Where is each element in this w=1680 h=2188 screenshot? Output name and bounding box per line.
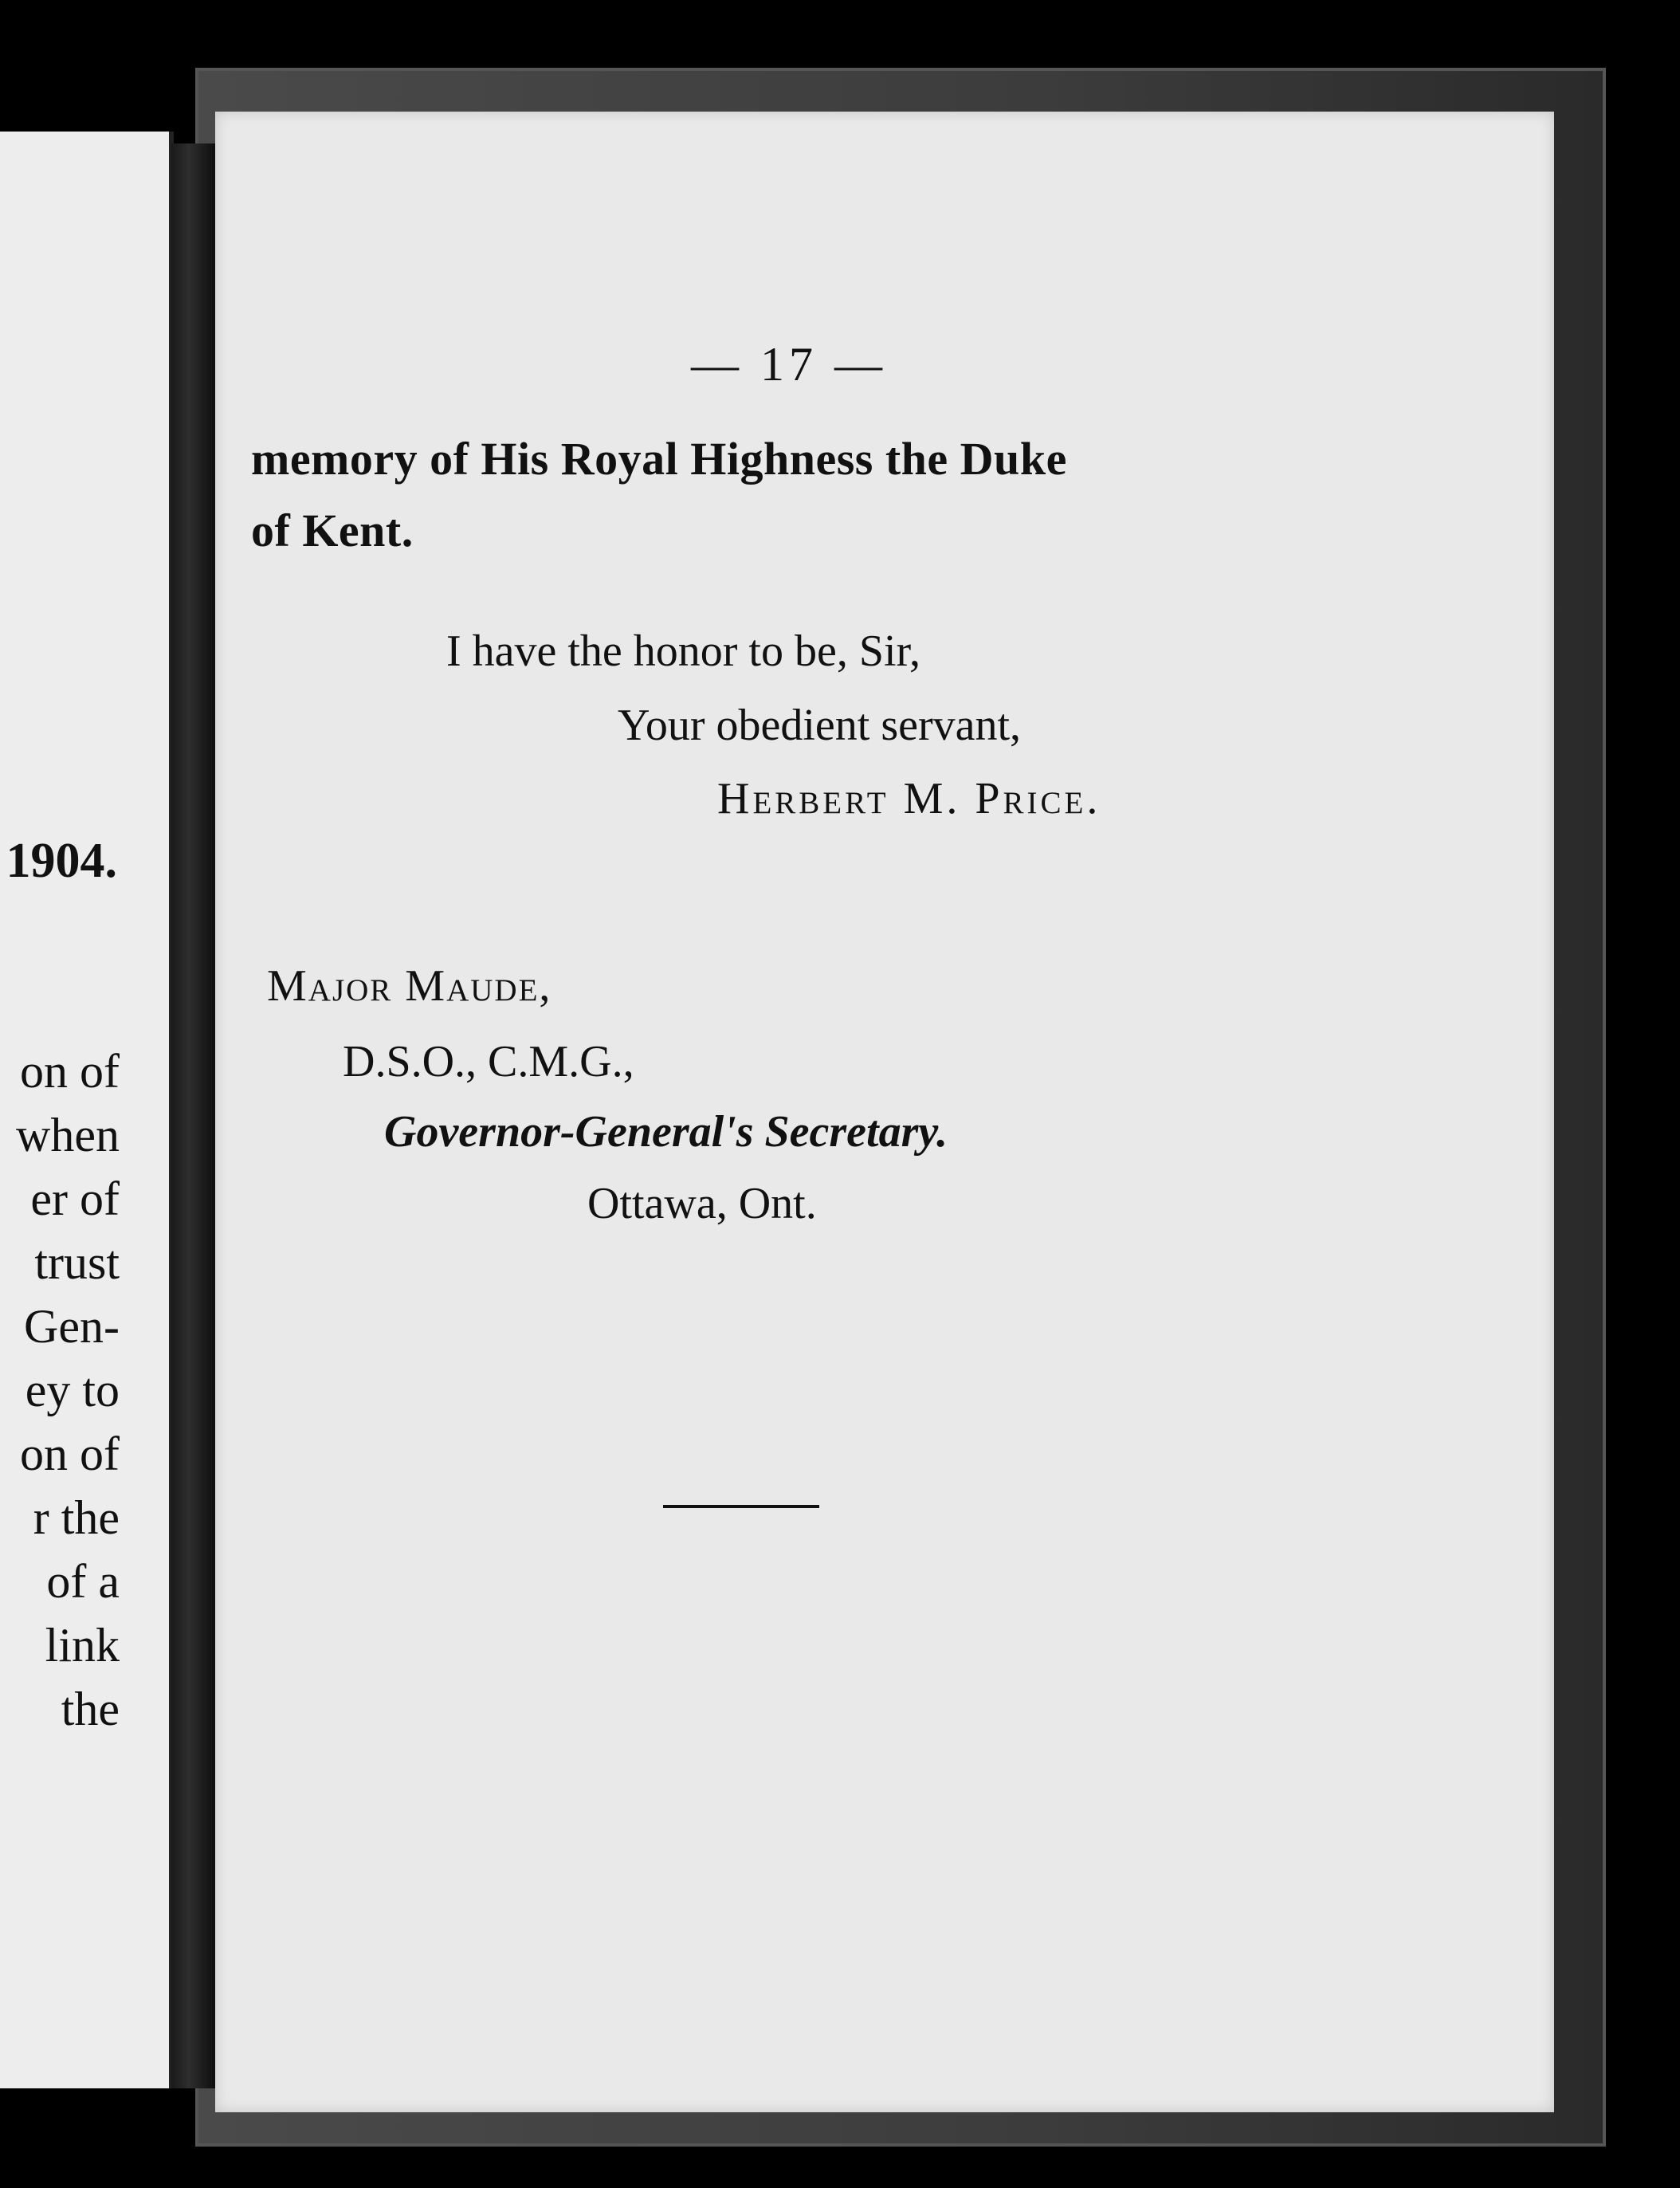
closing-servant: Your obedient servant,: [618, 701, 1022, 750]
text-fragment: on of: [20, 1428, 120, 1480]
text-fragment: when: [16, 1109, 120, 1161]
year-fragment: 1904.: [6, 834, 117, 888]
text-fragment: link: [45, 1619, 120, 1671]
signature: Herbert M. Price.: [717, 774, 1101, 823]
book-page: [215, 112, 1554, 2112]
addressee-location: Ottawa, Ont.: [587, 1179, 817, 1228]
addressee-name: Major Maude,: [267, 961, 552, 1011]
previous-page: [0, 132, 174, 2088]
text-fragment: trust: [34, 1236, 120, 1289]
text-fragment: ey to: [25, 1364, 120, 1416]
section-rule: [663, 1505, 819, 1508]
addressee-honors: D.S.O., C.M.G.,: [343, 1037, 634, 1086]
closing-honor: I have the honor to be, Sir,: [446, 627, 920, 676]
text-fragment: er of: [30, 1173, 120, 1225]
body-line: memory of His Royal Highness the Duke: [251, 433, 1067, 485]
text-fragment: Gen-: [24, 1300, 120, 1353]
text-fragment: on of: [20, 1045, 120, 1098]
text-fragment: of a: [46, 1555, 120, 1608]
page-number: — 17 —: [691, 338, 887, 391]
book-gutter: [171, 143, 215, 2088]
text-fragment: r the: [33, 1491, 120, 1544]
text-fragment: the: [61, 1683, 120, 1735]
body-line: of Kent.: [251, 505, 414, 556]
addressee-title: Governor-General's Secretary.: [384, 1107, 948, 1157]
